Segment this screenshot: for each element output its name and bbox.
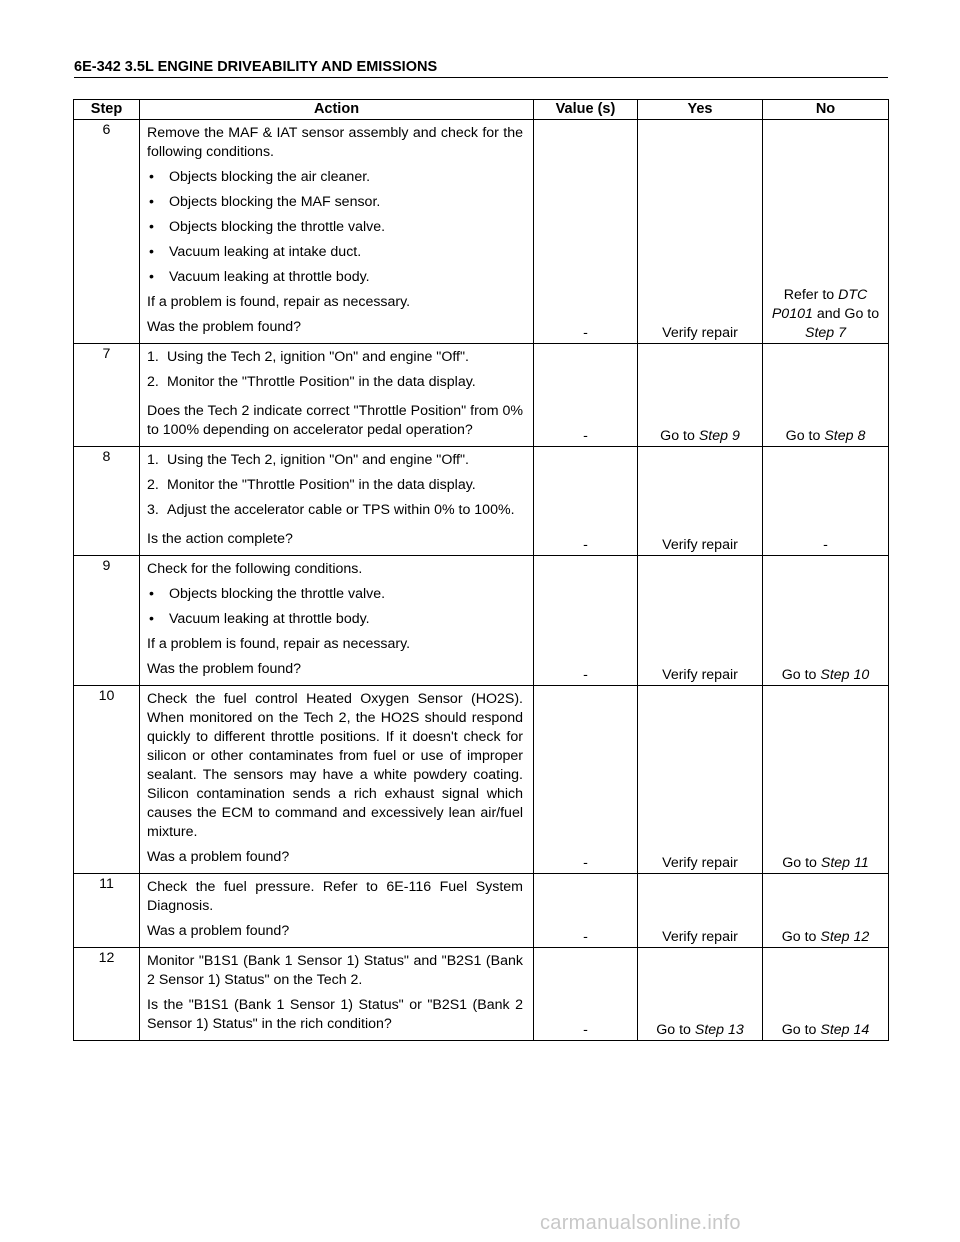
page-header: 6E-342 3.5L ENGINE DRIVEABILITY AND EMISSIONS: [74, 59, 888, 78]
yes-cell: Verify repair: [638, 120, 763, 344]
numbered-item: 3. Adjust the accelerator cable or TPS within 0% to 100%.: [147, 502, 515, 518]
numbered-item: 2. Monitor the "Throttle Position" in the data display.: [147, 477, 476, 493]
value-cell: -: [534, 948, 638, 1041]
value-cell: -: [534, 447, 638, 556]
bullet-item: • Objects blocking the MAF sensor.: [149, 194, 381, 210]
value-cell: -: [534, 556, 638, 686]
table-row: [74, 344, 889, 447]
table-row: [74, 447, 889, 556]
bullet-item: • Vacuum leaking at intake duct.: [149, 244, 362, 260]
action-cell: [140, 447, 534, 556]
step-reference: Step 11: [820, 855, 869, 871]
action-cell: [140, 120, 534, 344]
action-question: Does the Tech 2 indicate correct "Throttle Position" from 0% to 100% depending on accelerator pedal operation?: [147, 403, 523, 438]
action-question: Was the problem found?: [147, 319, 302, 335]
step-number: 7: [74, 344, 140, 447]
yes-cell: Go to Step 13: [638, 948, 763, 1041]
yes-cell: Go to Step 9: [638, 344, 763, 447]
col-header-yes: Yes: [638, 100, 763, 120]
no-cell: Go to Step 14: [763, 948, 889, 1041]
step-reference: Step 10: [820, 667, 870, 683]
action-intro: Check for the following conditions.: [147, 561, 363, 577]
action-intro: Remove the MAF & IAT sensor assembly and check for the following conditions.: [147, 125, 523, 160]
yes-cell: Verify repair: [638, 447, 763, 556]
numbered-item: 2. Monitor the "Throttle Position" in the data display.: [147, 374, 476, 390]
numbered-item: 1. Using the Tech 2, ignition "On" and engine "Off".: [147, 349, 469, 365]
numbered-item: 1. Using the Tech 2, ignition "On" and engine "Off".: [147, 452, 469, 468]
col-header-value: Value (s): [534, 100, 638, 120]
step-number: 6: [74, 120, 140, 344]
step-reference: Step 13: [694, 1022, 744, 1038]
step-reference: Step 7: [804, 325, 847, 341]
action-question: Is the action complete?: [147, 531, 293, 547]
action-intro: Monitor "B1S1 (Bank 1 Sensor 1) Status" and "B2S1 (Bank 2 Sensor 1) Status" on the Tech 2.: [147, 953, 523, 988]
col-header-step: Step: [74, 100, 140, 120]
table-row: [74, 120, 889, 344]
table-row: [74, 686, 889, 874]
action-cell: [140, 556, 534, 686]
bullet-item: • Objects blocking the throttle valve.: [149, 586, 386, 602]
action-cell: [140, 948, 534, 1041]
watermark: carmanualsonline.info: [540, 1212, 741, 1234]
table-row: [74, 948, 889, 1041]
dtc-reference: DTC P0101: [771, 287, 868, 322]
step-reference: Step 8: [824, 428, 866, 444]
step-number: 8: [74, 447, 140, 556]
action-cell: [140, 686, 534, 874]
value-cell: -: [534, 686, 638, 874]
step-number: 11: [74, 874, 140, 948]
no-cell: Go to Step 12: [763, 874, 889, 948]
action-note: If a problem is found, repair as necessary.: [147, 636, 411, 652]
bullet-item: • Objects blocking the air cleaner.: [149, 169, 371, 185]
col-header-no: No: [763, 100, 889, 120]
action-question: Was a problem found?: [147, 923, 290, 939]
step-number: 10: [74, 686, 140, 874]
action-cell: [140, 344, 534, 447]
no-cell: -: [763, 447, 889, 556]
no-cell: Refer to DTC P0101 and Go to Step 7: [763, 120, 889, 344]
bullet-item: • Vacuum leaking at throttle body.: [149, 269, 370, 285]
table-row: [74, 874, 889, 948]
step-number: 12: [74, 948, 140, 1041]
yes-cell: Verify repair: [638, 874, 763, 948]
yes-cell: Verify repair: [638, 556, 763, 686]
yes-cell: Verify repair: [638, 686, 763, 874]
action-question: Was a problem found?: [147, 849, 290, 865]
value-cell: -: [534, 874, 638, 948]
value-cell: -: [534, 344, 638, 447]
diagnostic-table: [73, 99, 889, 1041]
action-cell: [140, 874, 534, 948]
action-note: If a problem is found, repair as necessary.: [147, 294, 411, 310]
action-intro: Check the fuel control Heated Oxygen Sensor (HO2S). When monitored on the Tech 2, the HO2S should respond quickly to different throttle positions. If it doesn't check for silicon or other contaminates from fuel or use of improper sealant. The sensors may have a white powdery coating. Silicon contamination sends a rich exhaust signal which causes the ECM to command and excessively lean air/fuel mixture.: [147, 691, 523, 840]
table-header-row: [74, 100, 889, 120]
step-reference: Step 14: [820, 1022, 870, 1038]
table-row: [74, 556, 889, 686]
step-reference: Step 9: [698, 428, 740, 444]
bullet-item: • Vacuum leaking at throttle body.: [149, 611, 370, 627]
no-cell: Go to Step 8: [763, 344, 889, 447]
no-cell: Go to Step 11: [763, 686, 889, 874]
step-number: 9: [74, 556, 140, 686]
action-question: Was the problem found?: [147, 661, 302, 677]
col-header-action: Action: [140, 100, 534, 120]
action-intro: Check the fuel pressure. Refer to 6E-116 Fuel System Diagnosis.: [147, 879, 523, 914]
no-cell: Go to Step 10: [763, 556, 889, 686]
step-reference: Step 12: [820, 929, 870, 945]
bullet-item: • Objects blocking the throttle valve.: [149, 219, 386, 235]
action-question: Is the "B1S1 (Bank 1 Sensor 1) Status" or "B2S1 (Bank 2 Sensor 1) Status" in the rich condition?: [147, 997, 523, 1032]
value-cell: -: [534, 120, 638, 344]
